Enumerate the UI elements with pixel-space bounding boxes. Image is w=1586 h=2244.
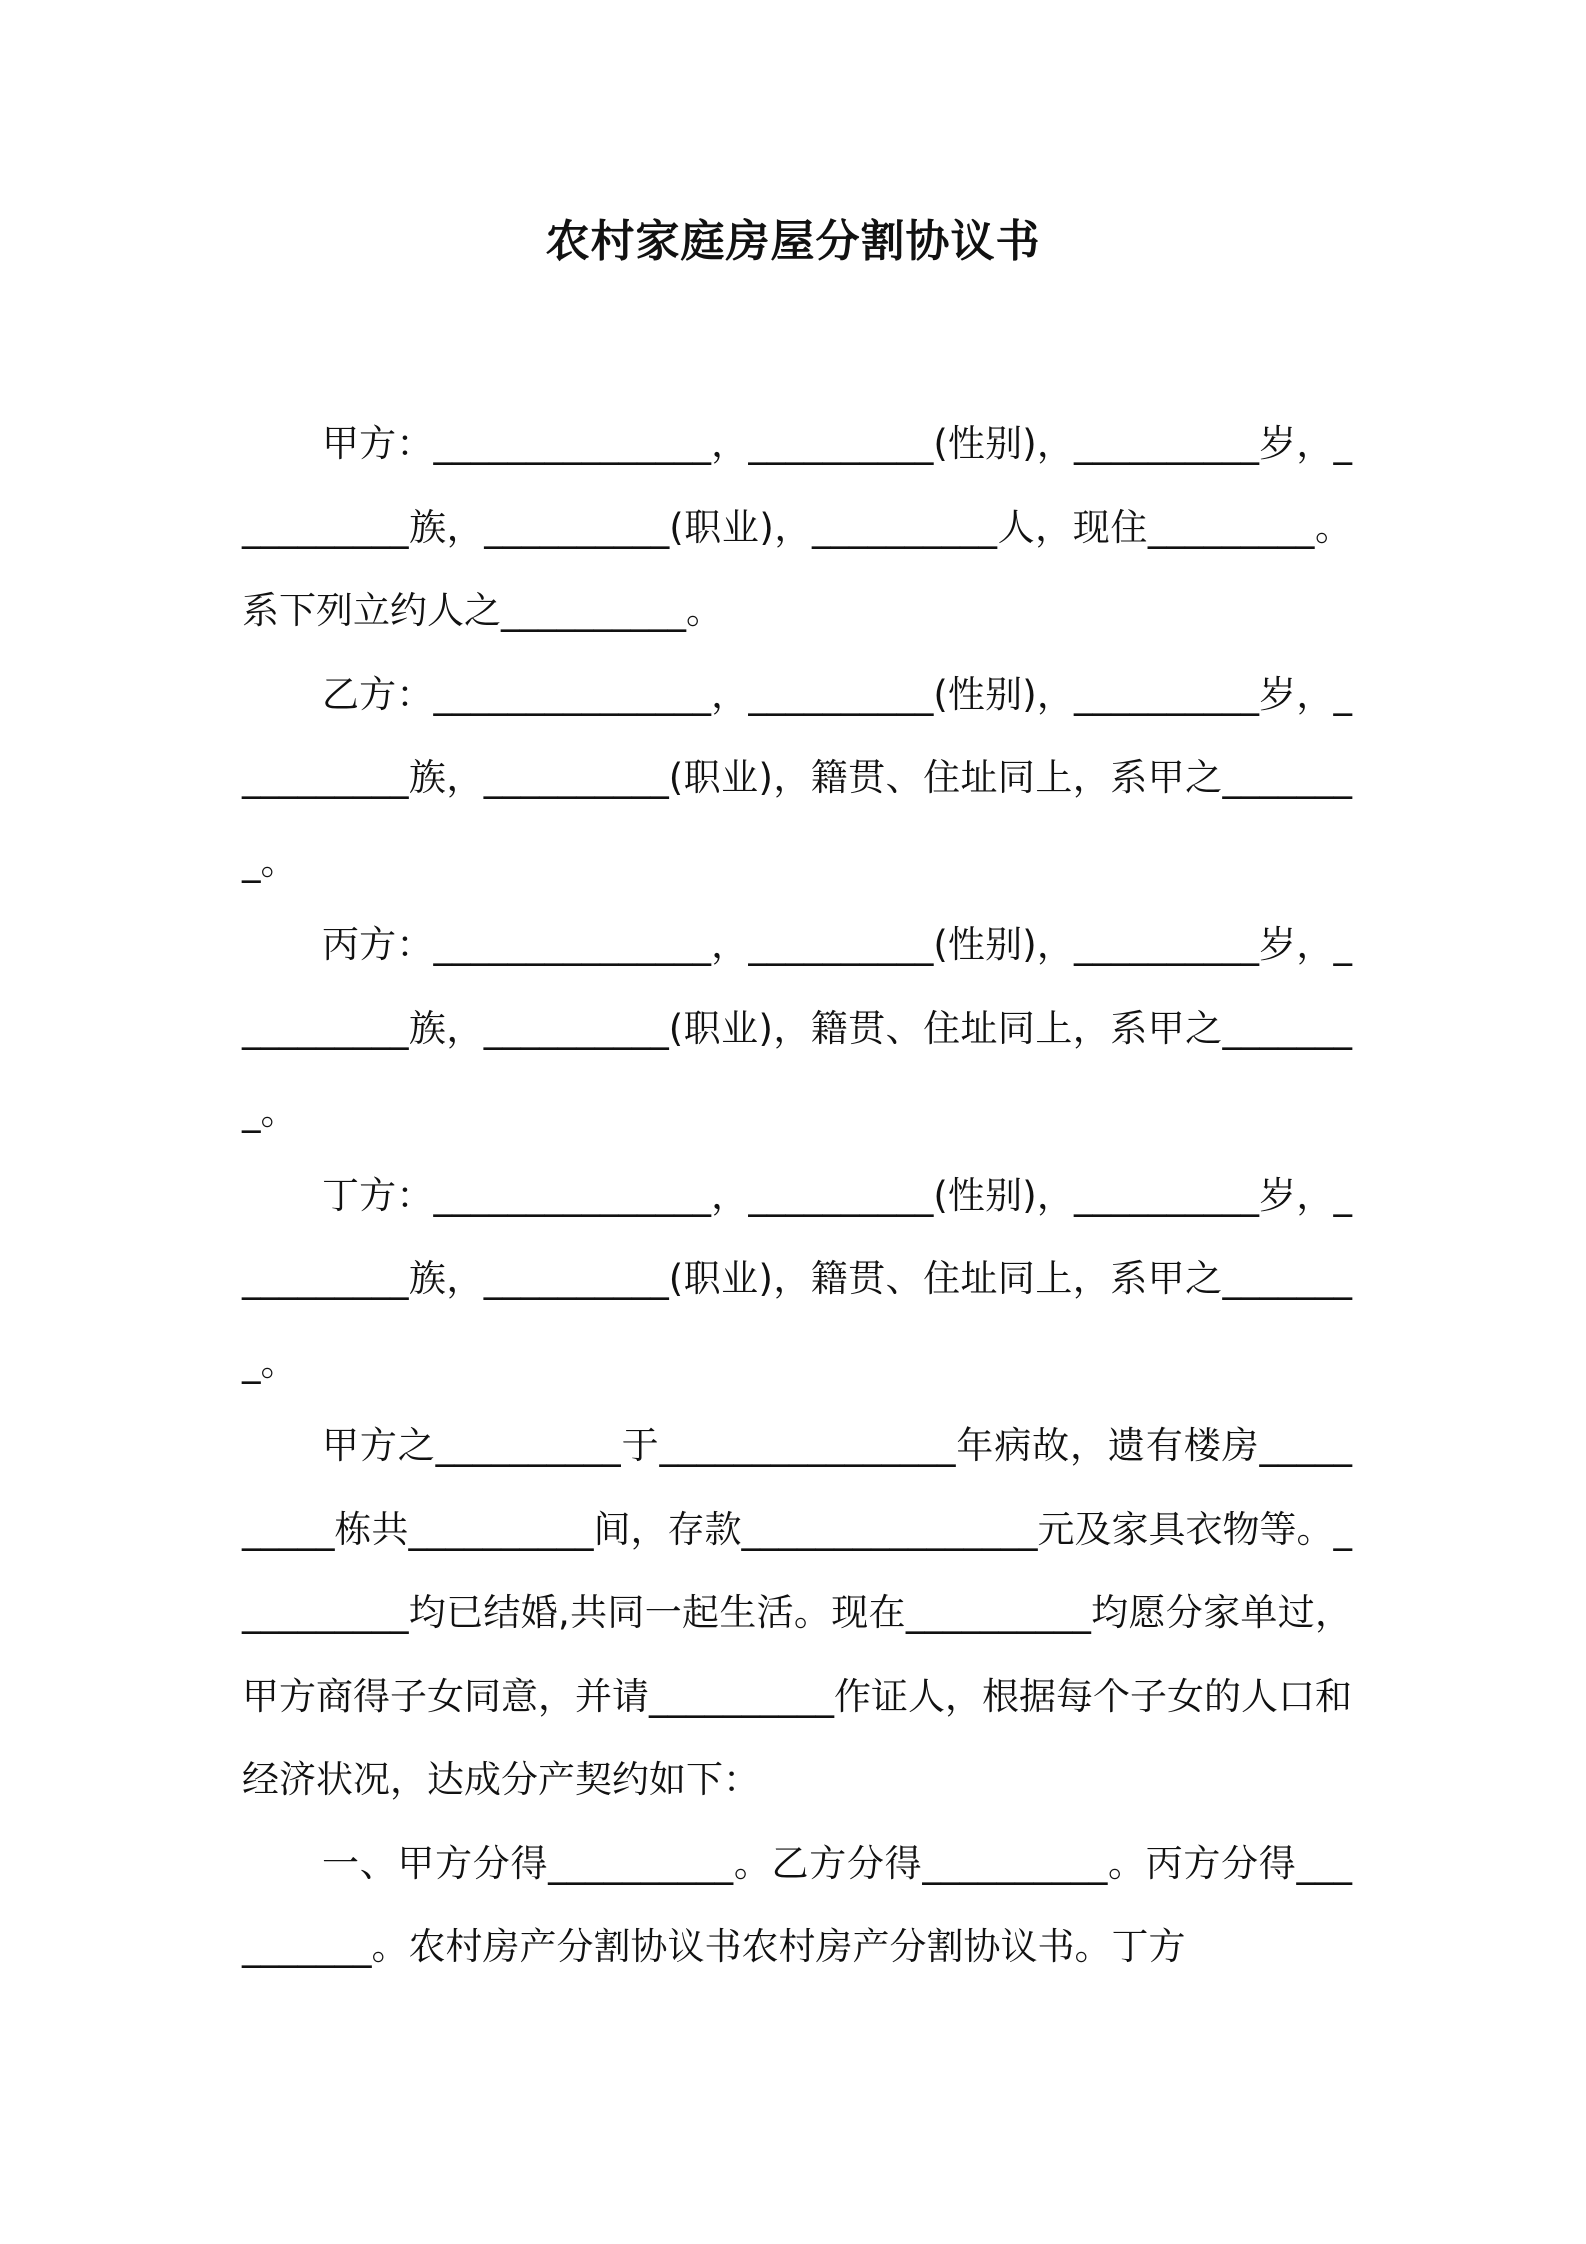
party-c-paragraph: 丙方：_______________，__________(性别)，__________岁，__________族，__________(职业)，籍贯、住址同上，系甲之________。 (242, 923, 1352, 1133)
document-title: 农村家庭房屋分割协议书 (545, 216, 1041, 267)
party-a-paragraph: 甲方：_______________，__________(性别)，__________岁，__________族，__________(职业)，__________人，现住_________。系下列立约人之__________。 (242, 422, 1352, 632)
background-paragraph: 甲方之__________于________________年病故，遗有楼房__________栋共__________间，存款________________元及家具衣物等。__________均已结婚,共同一起生活。现在__________均愿分家单过，甲方商得子女同意，并请__________作证人，根据每个子女的人口和经济状况，达成分产契约如下： (242, 1424, 1352, 1801)
party-b-paragraph: 乙方：_______________，__________(性别)，__________岁，__________族，__________(职业)，籍贯、住址同上，系甲之________。 (242, 672, 1352, 883)
party-d-paragraph: 丁方：_______________，__________(性别)，__________岁，__________族，__________(职业)，籍贯、住址同上，系甲之________。 (242, 1173, 1352, 1384)
clause-one-paragraph: 一、甲方分得__________。乙方分得__________。丙方分得__________。农村房产分割协议书农村房产分割协议书。丁方 (242, 1841, 1352, 1968)
document-body (242, 402, 1352, 1989)
